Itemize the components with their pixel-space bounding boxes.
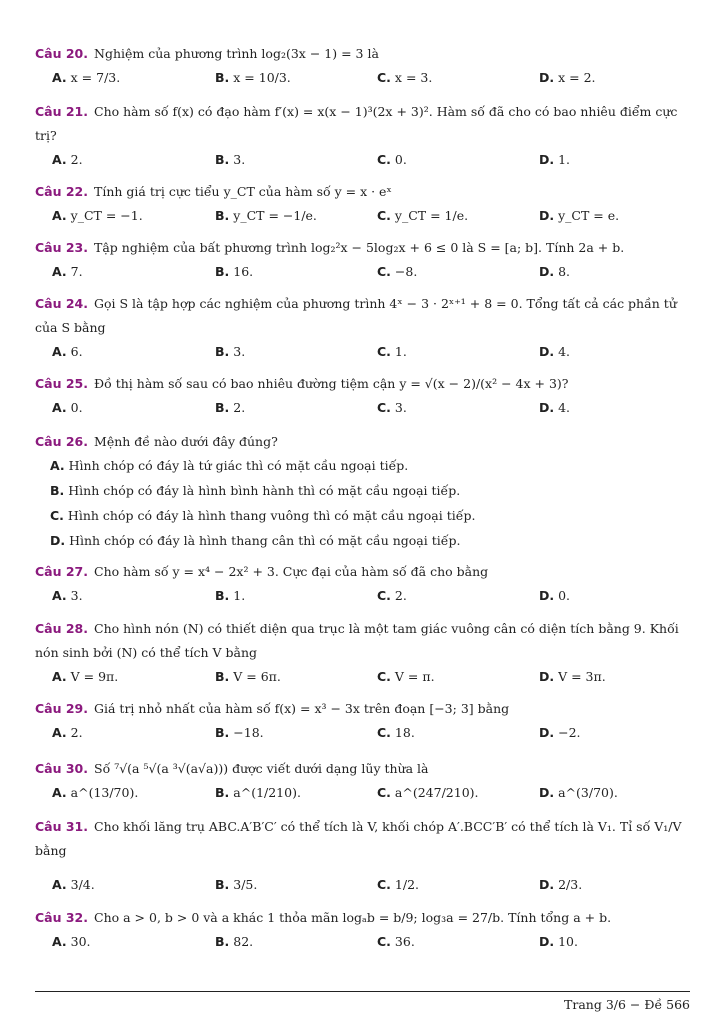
page-footer: Trang 3/6 − Đề 566 xyxy=(564,997,690,1012)
question-stem: Cho a > 0, b > 0 và a khác 1 thỏa mãn logₐb = b/9; log₃a = 27/b. Tính tổng a + b. xyxy=(94,910,612,925)
question-number: Câu 22. xyxy=(35,184,89,199)
option-c: C. 18. xyxy=(377,725,415,740)
option-a: A. y_CT = −1. xyxy=(52,208,143,223)
question-27 xyxy=(35,560,690,608)
question-number: Câu 27. xyxy=(35,564,89,579)
option-b: B. 3. xyxy=(215,152,246,167)
option-a: A. Hình chóp có đáy là tứ giác thì có mặt cầu ngoại tiếp. xyxy=(50,458,409,473)
option-a: A. x = 7/3. xyxy=(52,70,121,85)
question-number: Câu 26. xyxy=(35,434,89,449)
question-stem: Tập nghiệm của bất phương trình log₂²x − 5log₂x + 6 ≤ 0 là S = [a; b]. Tính 2a + b. xyxy=(94,240,625,255)
option-d: D. x = 2. xyxy=(539,70,596,85)
question-stem: Tính giá trị cực tiểu y_CT của hàm số y = x · eˣ xyxy=(94,184,392,199)
option-c: C. 3. xyxy=(377,400,407,415)
option-c: C. V = π. xyxy=(377,669,435,684)
question-32 xyxy=(35,906,690,954)
option-d: D. 8. xyxy=(539,264,571,279)
question-number: Câu 29. xyxy=(35,701,89,716)
question-stem: Số ⁷√(a ⁵√(a ³√(a√a))) được viết dưới dạng lũy thừa là xyxy=(94,761,429,776)
option-c: C. 0. xyxy=(377,152,407,167)
question-number: Câu 24. xyxy=(35,296,89,311)
option-b: B. 82. xyxy=(215,934,254,949)
option-c: C. −8. xyxy=(377,264,418,279)
option-d: D. 2/3. xyxy=(539,877,583,892)
footer-divider xyxy=(35,991,690,992)
option-b: B. 3/5. xyxy=(215,877,258,892)
option-b: B. −18. xyxy=(215,725,264,740)
question-24 xyxy=(35,292,690,364)
question-number: Câu 30. xyxy=(35,761,89,776)
option-d: D. V = 3π. xyxy=(539,669,606,684)
option-a: A. 3/4. xyxy=(52,877,95,892)
option-c: C. 1. xyxy=(377,344,407,359)
option-d: D. 4. xyxy=(539,344,571,359)
question-21 xyxy=(35,100,690,172)
question-number: Câu 25. xyxy=(35,376,89,391)
option-d: D. y_CT = e. xyxy=(539,208,620,223)
question-20 xyxy=(35,42,690,90)
question-26 xyxy=(35,430,690,554)
option-b: B. a^(1/210). xyxy=(215,785,301,800)
question-number: Câu 28. xyxy=(35,621,89,636)
question-stem: Cho hàm số y = x⁴ − 2x² + 3. Cực đại của hàm số đã cho bằng xyxy=(94,564,489,579)
question-stem: Cho hình nón (N) có thiết diện qua trục là một tam giác vuông cân có diện tích bằng 9. Khối nón sinh bởi (N) có thể tích V bằng xyxy=(35,621,679,660)
option-b: B. Hình chóp có đáy là hình bình hành thì có mặt cầu ngoại tiếp. xyxy=(50,483,461,498)
option-a: A. 7. xyxy=(52,264,83,279)
option-c: C. y_CT = 1/e. xyxy=(377,208,469,223)
option-d: D. a^(3/70). xyxy=(539,785,618,800)
option-d: D. 1. xyxy=(539,152,571,167)
question-stem: Đồ thị hàm số sau có bao nhiêu đường tiệm cận y = √(x − 2)/(x² − 4x + 3)? xyxy=(94,376,569,391)
option-b: B. 16. xyxy=(215,264,254,279)
question-stem: Gọi S là tập hợp các nghiệm của phương trình 4ˣ − 3 · 2ˣ⁺¹ + 8 = 0. Tổng tất cả các phần tử của S bằng xyxy=(35,296,677,335)
option-a: A. a^(13/70). xyxy=(52,785,139,800)
option-a: A. 6. xyxy=(52,344,83,359)
option-a: A. 2. xyxy=(52,152,83,167)
question-stem: Mệnh đề nào dưới đây đúng? xyxy=(94,434,278,449)
question-29 xyxy=(35,697,690,745)
option-b: B. 1. xyxy=(215,588,246,603)
question-number: Câu 20. xyxy=(35,46,89,61)
question-31 xyxy=(35,815,690,897)
question-number: Câu 21. xyxy=(35,104,89,119)
option-a: A. 3. xyxy=(52,588,83,603)
option-b: B. y_CT = −1/e. xyxy=(215,208,317,223)
option-a: A. 30. xyxy=(52,934,91,949)
question-28 xyxy=(35,617,690,689)
option-a: A. 2. xyxy=(52,725,83,740)
option-c: C. 1/2. xyxy=(377,877,420,892)
question-number: Câu 31. xyxy=(35,819,89,834)
option-d: D. 4. xyxy=(539,400,571,415)
question-number: Câu 32. xyxy=(35,910,89,925)
question-stem: Cho hàm số f(x) có đạo hàm f′(x) = x(x − 1)³(2x + 3)². Hàm số đã cho có bao nhiêu điểm cực trị? xyxy=(35,104,678,143)
option-b: B. 3. xyxy=(215,344,246,359)
question-23 xyxy=(35,236,690,284)
option-b: B. x = 10/3. xyxy=(215,70,291,85)
option-c: C. a^(247/210). xyxy=(377,785,479,800)
option-c: C. x = 3. xyxy=(377,70,433,85)
option-d: D. 10. xyxy=(539,934,578,949)
question-number: Câu 23. xyxy=(35,240,89,255)
option-d: D. −2. xyxy=(539,725,581,740)
option-a: A. V = 9π. xyxy=(52,669,119,684)
option-c: C. 2. xyxy=(377,588,407,603)
question-stem: Nghiệm của phương trình log₂(3x − 1) = 3 là xyxy=(94,46,379,61)
option-a: A. 0. xyxy=(52,400,83,415)
option-c: C. Hình chóp có đáy là hình thang vuông thì có mặt cầu ngoại tiếp. xyxy=(50,508,476,523)
option-d: D. 0. xyxy=(539,588,571,603)
option-b: B. V = 6π. xyxy=(215,669,281,684)
option-d: D. Hình chóp có đáy là hình thang cân thì có mặt cầu ngoại tiếp. xyxy=(50,533,461,548)
option-c: C. 36. xyxy=(377,934,415,949)
question-22 xyxy=(35,180,690,228)
question-stem: Giá trị nhỏ nhất của hàm số f(x) = x³ − 3x trên đoạn [−3; 3] bằng xyxy=(94,701,510,716)
question-stem: Cho khối lăng trụ ABC.A′B′C′ có thể tích là V, khối chóp A′.BCC′B′ có thể tích là V₁. Tỉ số V₁/V bằng xyxy=(35,819,682,858)
question-25 xyxy=(35,372,690,420)
question-30 xyxy=(35,757,690,805)
option-b: B. 2. xyxy=(215,400,246,415)
